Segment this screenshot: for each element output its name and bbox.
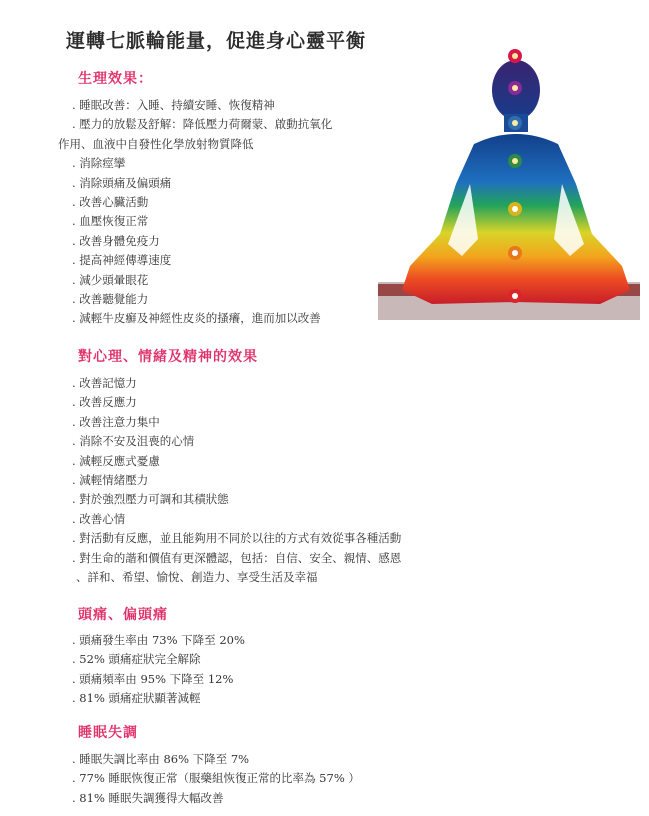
list-item: . 52% 頭痛症狀完全解除 [72, 652, 201, 667]
chakra-points [378, 34, 640, 320]
section-heading-sleep: 睡眠失調 [78, 725, 138, 741]
headache-list [72, 631, 245, 709]
chakra-icon [508, 289, 522, 303]
list-item: . 77% 睡眠恢復正常（服藥組恢復正常的比率為 57% ） [72, 771, 360, 786]
list-item: . 改善反應力 [72, 395, 137, 410]
psychology-list [72, 374, 401, 587]
chakra-icon [508, 49, 522, 63]
list-item: . 減輕反應式憂慮 [72, 453, 160, 468]
chakra-icon [508, 246, 522, 260]
section-heading-psychology: 對心理、情緒及精神的效果 [78, 349, 258, 365]
section-heading-headache: 頭痛、偏頭痛 [78, 607, 168, 623]
page-title: 運轉七脈輪能量，促進身心靈平衡 [66, 30, 367, 52]
list-item: 作用、血液中自發性化學放射物質降低 [58, 136, 254, 151]
sleep-list [72, 750, 360, 808]
list-item: . 減輕情緒壓力 [72, 472, 149, 487]
list-item: . 消除頭痛及偏頭痛 [72, 175, 172, 190]
list-item: . 改善心臟活動 [72, 194, 149, 209]
list-item: . 血壓恢復正常 [72, 214, 149, 229]
list-item: . 改善注意力集中 [72, 414, 160, 429]
physiology-list [58, 96, 333, 329]
list-item: . 減少頭暈眼花 [72, 272, 149, 287]
list-item: . 睡眠失調比率由 86% 下降至 7% [72, 752, 250, 766]
list-item: . 消除痙攣 [72, 156, 126, 171]
list-item: . 壓力的放鬆及舒解：降低壓力荷爾蒙、啟動抗氧化 [72, 117, 333, 132]
list-item: . 對生命的諧和價值有更深體認，包括：自信、安全、親情、感恩 [72, 550, 402, 565]
list-item: . 改善聽覺能力 [72, 291, 149, 306]
list-item: . 改善心情 [72, 511, 126, 526]
list-item: . 減輕牛皮癬及神經性皮炎的搔癢，進而加以改善 [72, 311, 321, 326]
list-item: . 頭痛發生率由 73% 下降至 20% [72, 633, 245, 647]
list-item: . 對於強烈壓力可調和其積狀態 [72, 492, 229, 507]
list-item: . 改善記憶力 [72, 376, 137, 390]
section-heading-physiology: 生理效果： [78, 71, 153, 87]
list-item: . 睡眠改善：入睡、持續安睡、恢復精神 [72, 98, 275, 112]
chakra-icon [508, 81, 522, 95]
list-item: . 81% 頭痛症狀顯著減輕 [72, 691, 201, 706]
chakra-icon [508, 202, 522, 216]
list-item: 、詳和、希望、愉悅、創造力、享受生活及幸福 [76, 569, 318, 584]
list-item: . 81% 睡眠失調獲得大幅改善 [72, 790, 224, 805]
list-item: . 改善身體免疫力 [72, 233, 160, 248]
list-item: . 對活動有反應，並且能夠用不同於以往的方式有效從事各種活動 [72, 531, 402, 546]
chakra-icon [508, 116, 522, 130]
chakra-icon [508, 154, 522, 168]
list-item: . 頭痛頻率由 95% 下降至 12% [72, 671, 234, 686]
list-item: . 消除不安及沮喪的心情 [72, 434, 195, 449]
list-item: . 提高神經傳導速度 [72, 253, 172, 268]
